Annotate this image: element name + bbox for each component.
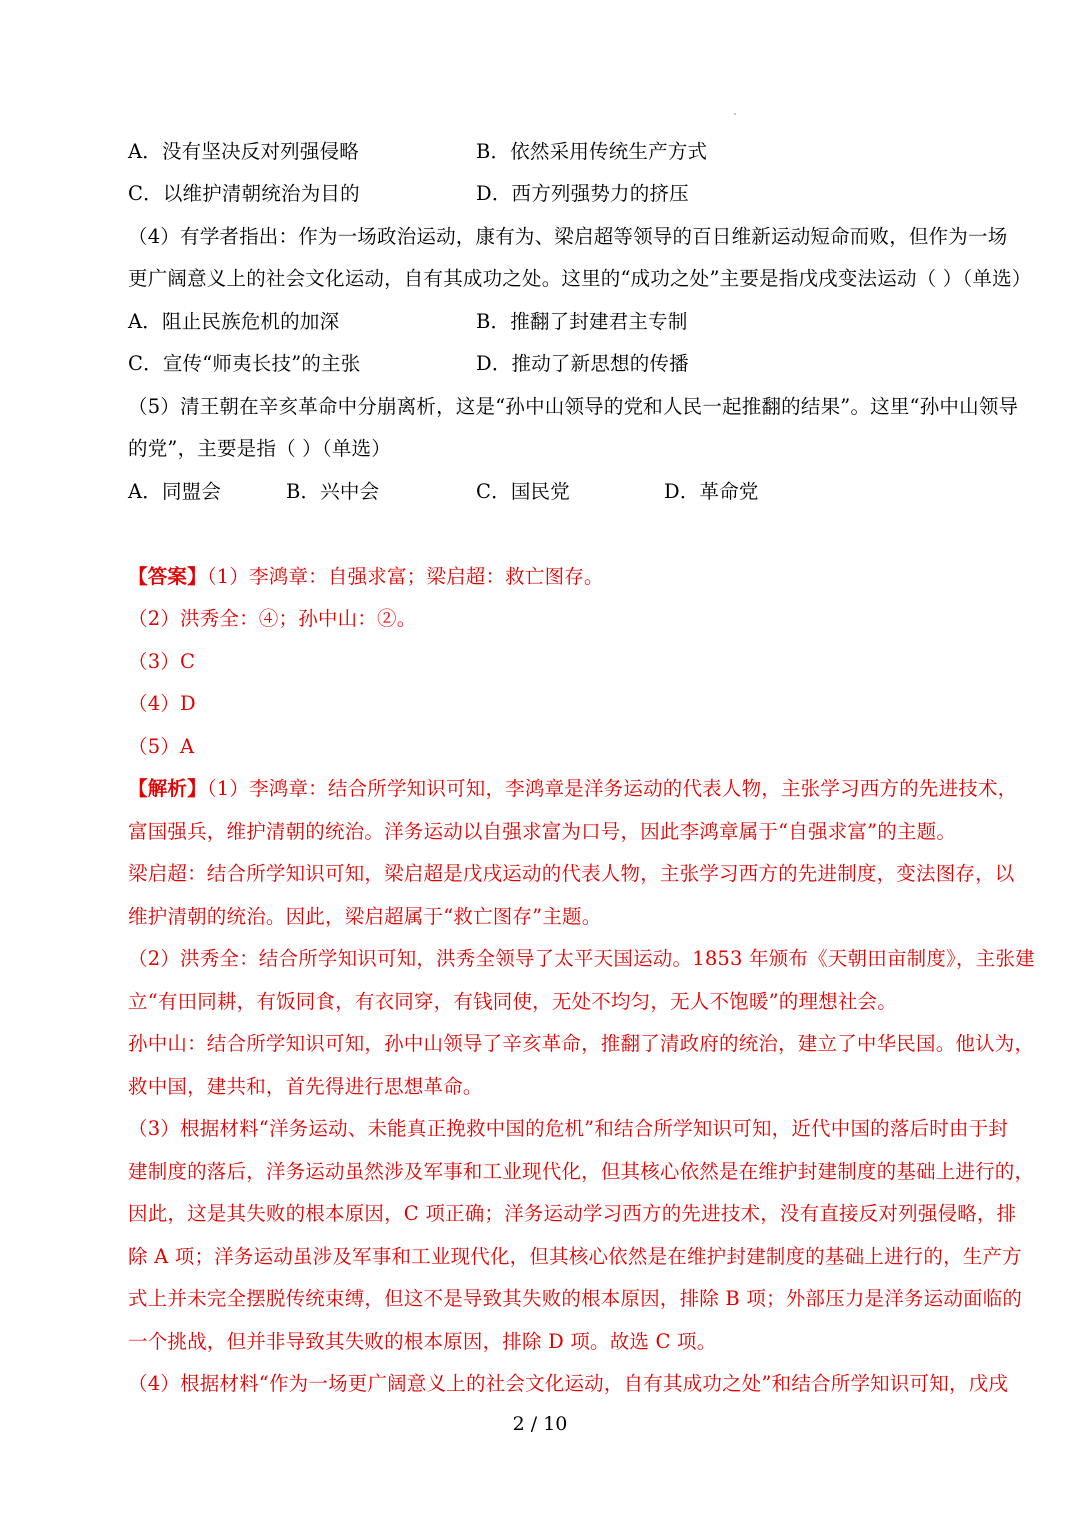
q4-stem-line-1: （4）有学者指出：作为一场政治运动，康有为、梁启超等领导的百日维新运动短命而败，但作为一场 bbox=[128, 225, 1008, 248]
analysis-p2-1: （2）洪秀全：结合所学知识可知，洪秀全领导了太平天国运动。1853 年颁布《天朝田亩制度》，主张建 bbox=[128, 947, 1035, 970]
answer-4: （4）D bbox=[128, 692, 196, 715]
analysis-p2-4: 救中国，建共和，首先得进行思想革命。 bbox=[128, 1075, 483, 1098]
q4-option-b: B．推翻了封建君主专制 bbox=[476, 310, 688, 333]
analysis-p1-3: 梁启超：结合所学知识可知，梁启超是戊戌运动的代表人物，主张学习西方的先进制度，变法图存，以 bbox=[128, 862, 1015, 885]
answer-2: （2）洪秀全：④；孙中山：②。 bbox=[128, 607, 417, 630]
q5-option-c: C．国民党 bbox=[476, 480, 570, 503]
q4-option-c: C．宣传“师夷长技”的主张 bbox=[128, 352, 361, 375]
analysis-line-1 bbox=[128, 775, 1018, 803]
analysis-p2-2: 立“有田同耕，有饭同食，有衣同穿，有钱同使，无处不均匀，无人不饱暖”的理想社会。 bbox=[128, 990, 897, 1013]
answer-1: （1）李鸿章：自强求富；梁启超：救亡图存。 bbox=[206, 565, 604, 588]
answer-line-1 bbox=[128, 563, 988, 591]
answer-5: （5）A bbox=[128, 735, 195, 758]
q5-option-d: D．革命党 bbox=[664, 480, 759, 503]
analysis-p1-4: 维护清朝的统治。因此，梁启超属于“救亡图存”主题。 bbox=[128, 905, 602, 928]
q4-option-d: D．推动了新思想的传播 bbox=[476, 352, 689, 375]
q4-stem-line-2: 更广阔意义上的社会文化运动，自有其成功之处。这里的“成功之处”主要是指戊戌变法运动（ ）（单选） bbox=[128, 267, 1032, 290]
q5-stem-line-2: 的党”，主要是指（ ）（单选） bbox=[128, 437, 391, 460]
analysis-p3-6: 一个挑战，但并非导致其失败的根本原因，排除 D 项。故选 C 项。 bbox=[128, 1330, 717, 1353]
scan-speck bbox=[734, 113, 736, 115]
q5-option-b: B．兴中会 bbox=[286, 480, 380, 503]
analysis-p3-5: 式上并未完全摆脱传统束缚，但这不是导致其失败的根本原因，排除 B 项；外部压力是洋务运动面临的 bbox=[128, 1287, 1023, 1310]
analysis-p1-2: 富国强兵，维护清朝的统治。洋务运动以自强求富为口号，因此李鸿章属于“自强求富”的主题。 bbox=[128, 820, 957, 843]
q5-option-a: A．同盟会 bbox=[128, 480, 222, 503]
q3-option-c: C．以维护清朝统治为目的 bbox=[128, 182, 360, 205]
q5-stem-line-1: （5）清王朝在辛亥革命中分崩离析，这是“孙中山领导的党和人民一起推翻的结果”。这里“孙中山领导 bbox=[128, 395, 1019, 418]
analysis-p4-1: （4）根据材料“作为一场更广阔意义上的社会文化运动，自有其成功之处”和结合所学知识可知，戊戌 bbox=[128, 1372, 1009, 1395]
analysis-tag: 【解析】 bbox=[128, 777, 207, 800]
answer-3: （3）C bbox=[128, 650, 196, 673]
q3-option-d: D．西方列强势力的挤压 bbox=[476, 182, 689, 205]
analysis-p2-3: 孙中山：结合所学知识可知，孙中山领导了辛亥革命，推翻了清政府的统治，建立了中华民国。他认为， bbox=[128, 1032, 1035, 1055]
analysis-p1-1: （1）李鸿章：结合所学知识可知，李鸿章是洋务运动的代表人物，主张学习西方的先进技术， bbox=[206, 777, 1018, 800]
q4-option-a: A．阻止民族危机的加深 bbox=[128, 310, 340, 333]
answer-tag: 【答案】 bbox=[128, 565, 207, 588]
analysis-p3-2: 建制度的落后，洋务运动虽然涉及军事和工业现代化，但其核心依然是在维护封建制度的基础上进行的， bbox=[128, 1160, 1035, 1183]
analysis-p3-4: 除 A 项；洋务运动虽涉及军事和工业现代化，但其核心依然是在维护封建制度的基础上进行的，生产方 bbox=[128, 1245, 1022, 1268]
q3-option-b: B．依然采用传统生产方式 bbox=[476, 140, 708, 163]
page-number: 2 / 10 bbox=[512, 1413, 568, 1435]
analysis-p3-3: 因此，这是其失败的根本原因，C 项正确；洋务运动学习西方的先进技术，没有直接反对列强侵略，排 bbox=[128, 1202, 1017, 1225]
analysis-p3-1: （3）根据材料“洋务运动、未能真正挽救中国的危机”和结合所学知识可知，近代中国的落后时由于封 bbox=[128, 1117, 1009, 1140]
q3-option-a: A．没有坚决反对列强侵略 bbox=[128, 140, 359, 163]
